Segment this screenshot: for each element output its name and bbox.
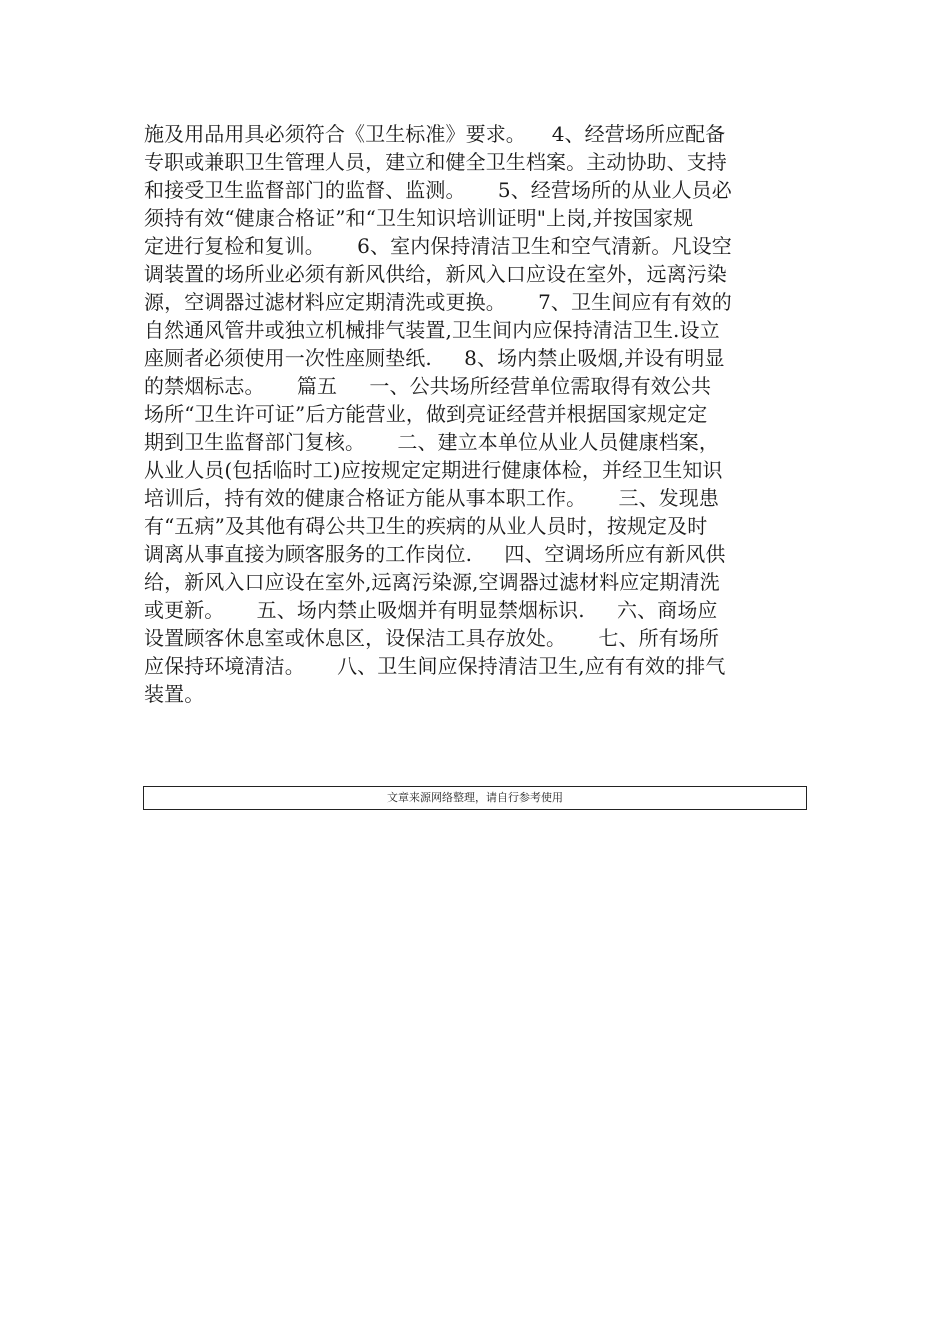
text-line: 从业人员(包括临时工)应按规定定期进行健康体检，并经卫生知识 <box>144 458 723 482</box>
text-line: 设置顾客休息室或休息区，设保洁工具存放处。 七、所有场所 <box>144 626 719 650</box>
text-line: 施及用品用具必须符合《卫生标准》要求。 4、经营场所应配备 <box>144 122 726 146</box>
text-line: 场所“卫生许可证”后方能营业，做到亮证经营并根据国家规定定 <box>144 402 708 426</box>
text-line: 专职或兼职卫生管理人员，建立和健全卫生档案。主动协助、支持 <box>144 150 727 174</box>
text-line: 和接受卫生监督部门的监督、监测。 5、经营场所的从业人员必 <box>144 178 732 202</box>
footer-text: 文章来源网络整理，请自行参考使用 <box>387 791 563 804</box>
text-line: 有“五病”及其他有碍公共卫生的疾病的从业人员时，按规定及时 <box>144 514 708 538</box>
text-line: 装置。 <box>144 682 205 706</box>
text-line: 培训后，持有效的健康合格证方能从事本职工作。 三、发现患 <box>144 486 719 510</box>
text-line: 给，新风入口应设在室外,远离污染源,空调器过滤材料应定期清洗 <box>144 570 720 594</box>
body-text <box>144 120 810 708</box>
text-line: 须持有效“健康合格证”和“卫生知识培训证明"上岗,并按国家规 <box>144 206 694 230</box>
text-line: 或更新。 五、场内禁止吸烟并有明显禁烟标识. 六、商场应 <box>144 598 718 622</box>
text-line: 定进行复检和复训。 6、室内保持清洁卫生和空气清新。凡设空 <box>144 234 732 258</box>
text-line: 期到卫生监督部门复核。 二、建立本单位从业人员健康档案， <box>144 430 719 454</box>
text-line: 自然通风管井或独立机械排气装置,卫生间内应保持清洁卫生.设立 <box>144 318 720 342</box>
text-line: 源，空调器过滤材料应定期清洗或更换。 7、卫生间应有有效的 <box>144 290 732 314</box>
text-line: 应保持环境清洁。 八、卫生间应保持清洁卫生,应有有效的排气 <box>144 654 726 678</box>
text-line: 调离从事直接为顾客服务的工作岗位. 四、空调场所应有新风供 <box>144 542 726 566</box>
footer-box <box>143 786 807 810</box>
text-line: 座厕者必须使用一次性座厕垫纸. 8、场内禁止吸烟,并设有明显 <box>144 346 725 370</box>
text-line: 调装置的场所业必须有新风供给，新风入口应设在室外，远离污染 <box>144 262 727 286</box>
text-line: 的禁烟标志。 篇五 一、公共场所经营单位需取得有效公共 <box>144 374 712 398</box>
